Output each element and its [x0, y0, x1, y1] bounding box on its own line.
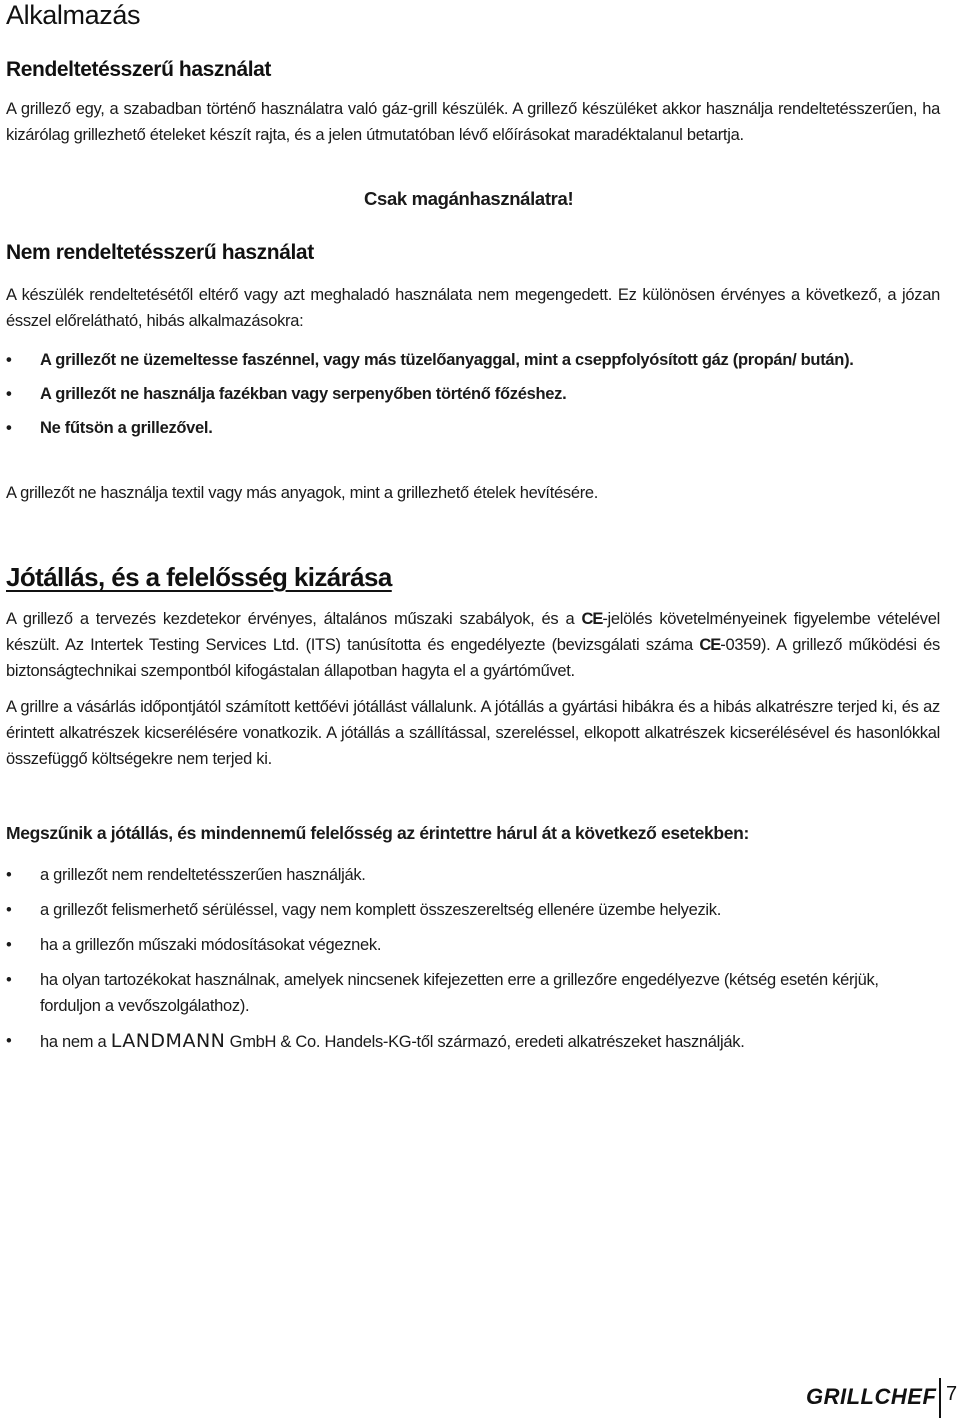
- improper-use-heading: Nem rendeltetésszerű használat: [6, 241, 314, 264]
- bullet-icon: •: [6, 1032, 12, 1050]
- bullet-icon: •: [6, 936, 12, 954]
- page-number: 7: [946, 1383, 958, 1405]
- list-item: • a grillezőt nem rendeltetésszerűen használják.: [6, 862, 940, 888]
- private-use-note: Csak magánhasználatra!: [364, 188, 574, 209]
- intended-use-text: A grillező egy, a szabadban történő használatra való gáz-grill készülék. A grillező készüléket akkor használja rendeltetésszerűen, ha kizárólag grillezhető ételeket készít rajta, és a jelen útmutatóban lévő előírásokat maradéktalanul betartja.: [6, 100, 940, 144]
- list-item: • ha olyan tartozékokat használnak, amelyek nincsenek kifejezetten erre a grillezőre engedélyezve (kétség esetén kérjük, forduljon a vevőszolgálathoz).: [6, 967, 940, 1019]
- list-item: • Ne fűtsön a grillezővel.: [6, 415, 940, 441]
- list-item: • ha a grillezőn műszaki módosításokat végeznek.: [6, 932, 940, 958]
- improper-use-after-text: A grillezőt ne használja textil vagy más anyagok, mint a grillezhető ételek hevítésére.: [6, 484, 599, 502]
- bullet-icon: •: [6, 385, 12, 403]
- bullet-icon: •: [6, 866, 12, 884]
- improper-use-list: [6, 347, 940, 441]
- intended-use-heading: Rendeltetésszerű használat: [6, 58, 272, 81]
- termination-heading: Megszűnik a jótállás, és mindennemű felelősség az érintettre hárul át a következő esetekben:: [6, 823, 749, 843]
- list-item: • A grillezőt ne üzemeltesse faszénnel, vagy más tüzelőanyaggal, mint a cseppfolyósított gáz (propán/ bután).: [6, 347, 940, 373]
- ce-mark-icon: CE: [581, 610, 603, 628]
- bullet-icon: •: [6, 419, 12, 437]
- grillchef-logo: GRILLCHEF: [806, 1384, 937, 1409]
- warranty-paragraph-1: A grillező a tervezés kezdetekor érvényes, általános műszaki szabályok, és a CE-jelölés követelményeinek figyelembe vételével készült. Az Intertek Testing Services Ltd. (ITS) tanúsította és engedélyezte (bevizsgálati száma CE-0359). A grillező működési és biztonságtechnikai szempontból kifogástalan állapotban hagyta el a gyártóművet.: [6, 610, 940, 680]
- bullet-icon: •: [6, 901, 12, 919]
- improper-use-text: A készülék rendeltetésétől eltérő vagy azt meghaladó használata nem megengedett. Ez különösen érvényes a következő, a józan ésszel előrelátható, hibás alkalmazásokra:: [6, 286, 940, 330]
- list-item: • a grillezőt felismerhető sérüléssel, vagy nem komplett összeszereltség ellenére üzembe helyezik.: [6, 897, 940, 923]
- list-item: • A grillezőt ne használja fazékban vagy serpenyőben történő főzéshez.: [6, 381, 940, 407]
- warranty-paragraph-2: A grillre a vásárlás időpontjától számított kettőévi jótállást vállalunk. A jótállás a gyártási hibákra és a hibás alkatrészre terjed ki, és az érintett alkatrészek kicserélésére vonatkozik. A jótállás a szállítással, szereléssel, elkopott alkatrészek kicserélésével és hasonlókkal összefüggő költségekre nem terjed ki.: [6, 698, 940, 768]
- list-item: • ha nem a LANDMANN GmbH & Co. Handels-KG-től származó, eredeti alkatrészeket használják.: [6, 1030, 745, 1052]
- termination-list: [6, 862, 940, 1055]
- footer-divider: [939, 1378, 941, 1418]
- bullet-icon: •: [6, 971, 12, 989]
- ce-mark-icon: CE: [699, 636, 721, 654]
- warranty-heading: Jótállás, és a felelősség kizárása: [6, 562, 392, 592]
- page-title: Alkalmazás: [6, 0, 141, 30]
- landmann-logo: LANDMANN: [110, 1030, 226, 1052]
- bullet-icon: •: [6, 351, 12, 369]
